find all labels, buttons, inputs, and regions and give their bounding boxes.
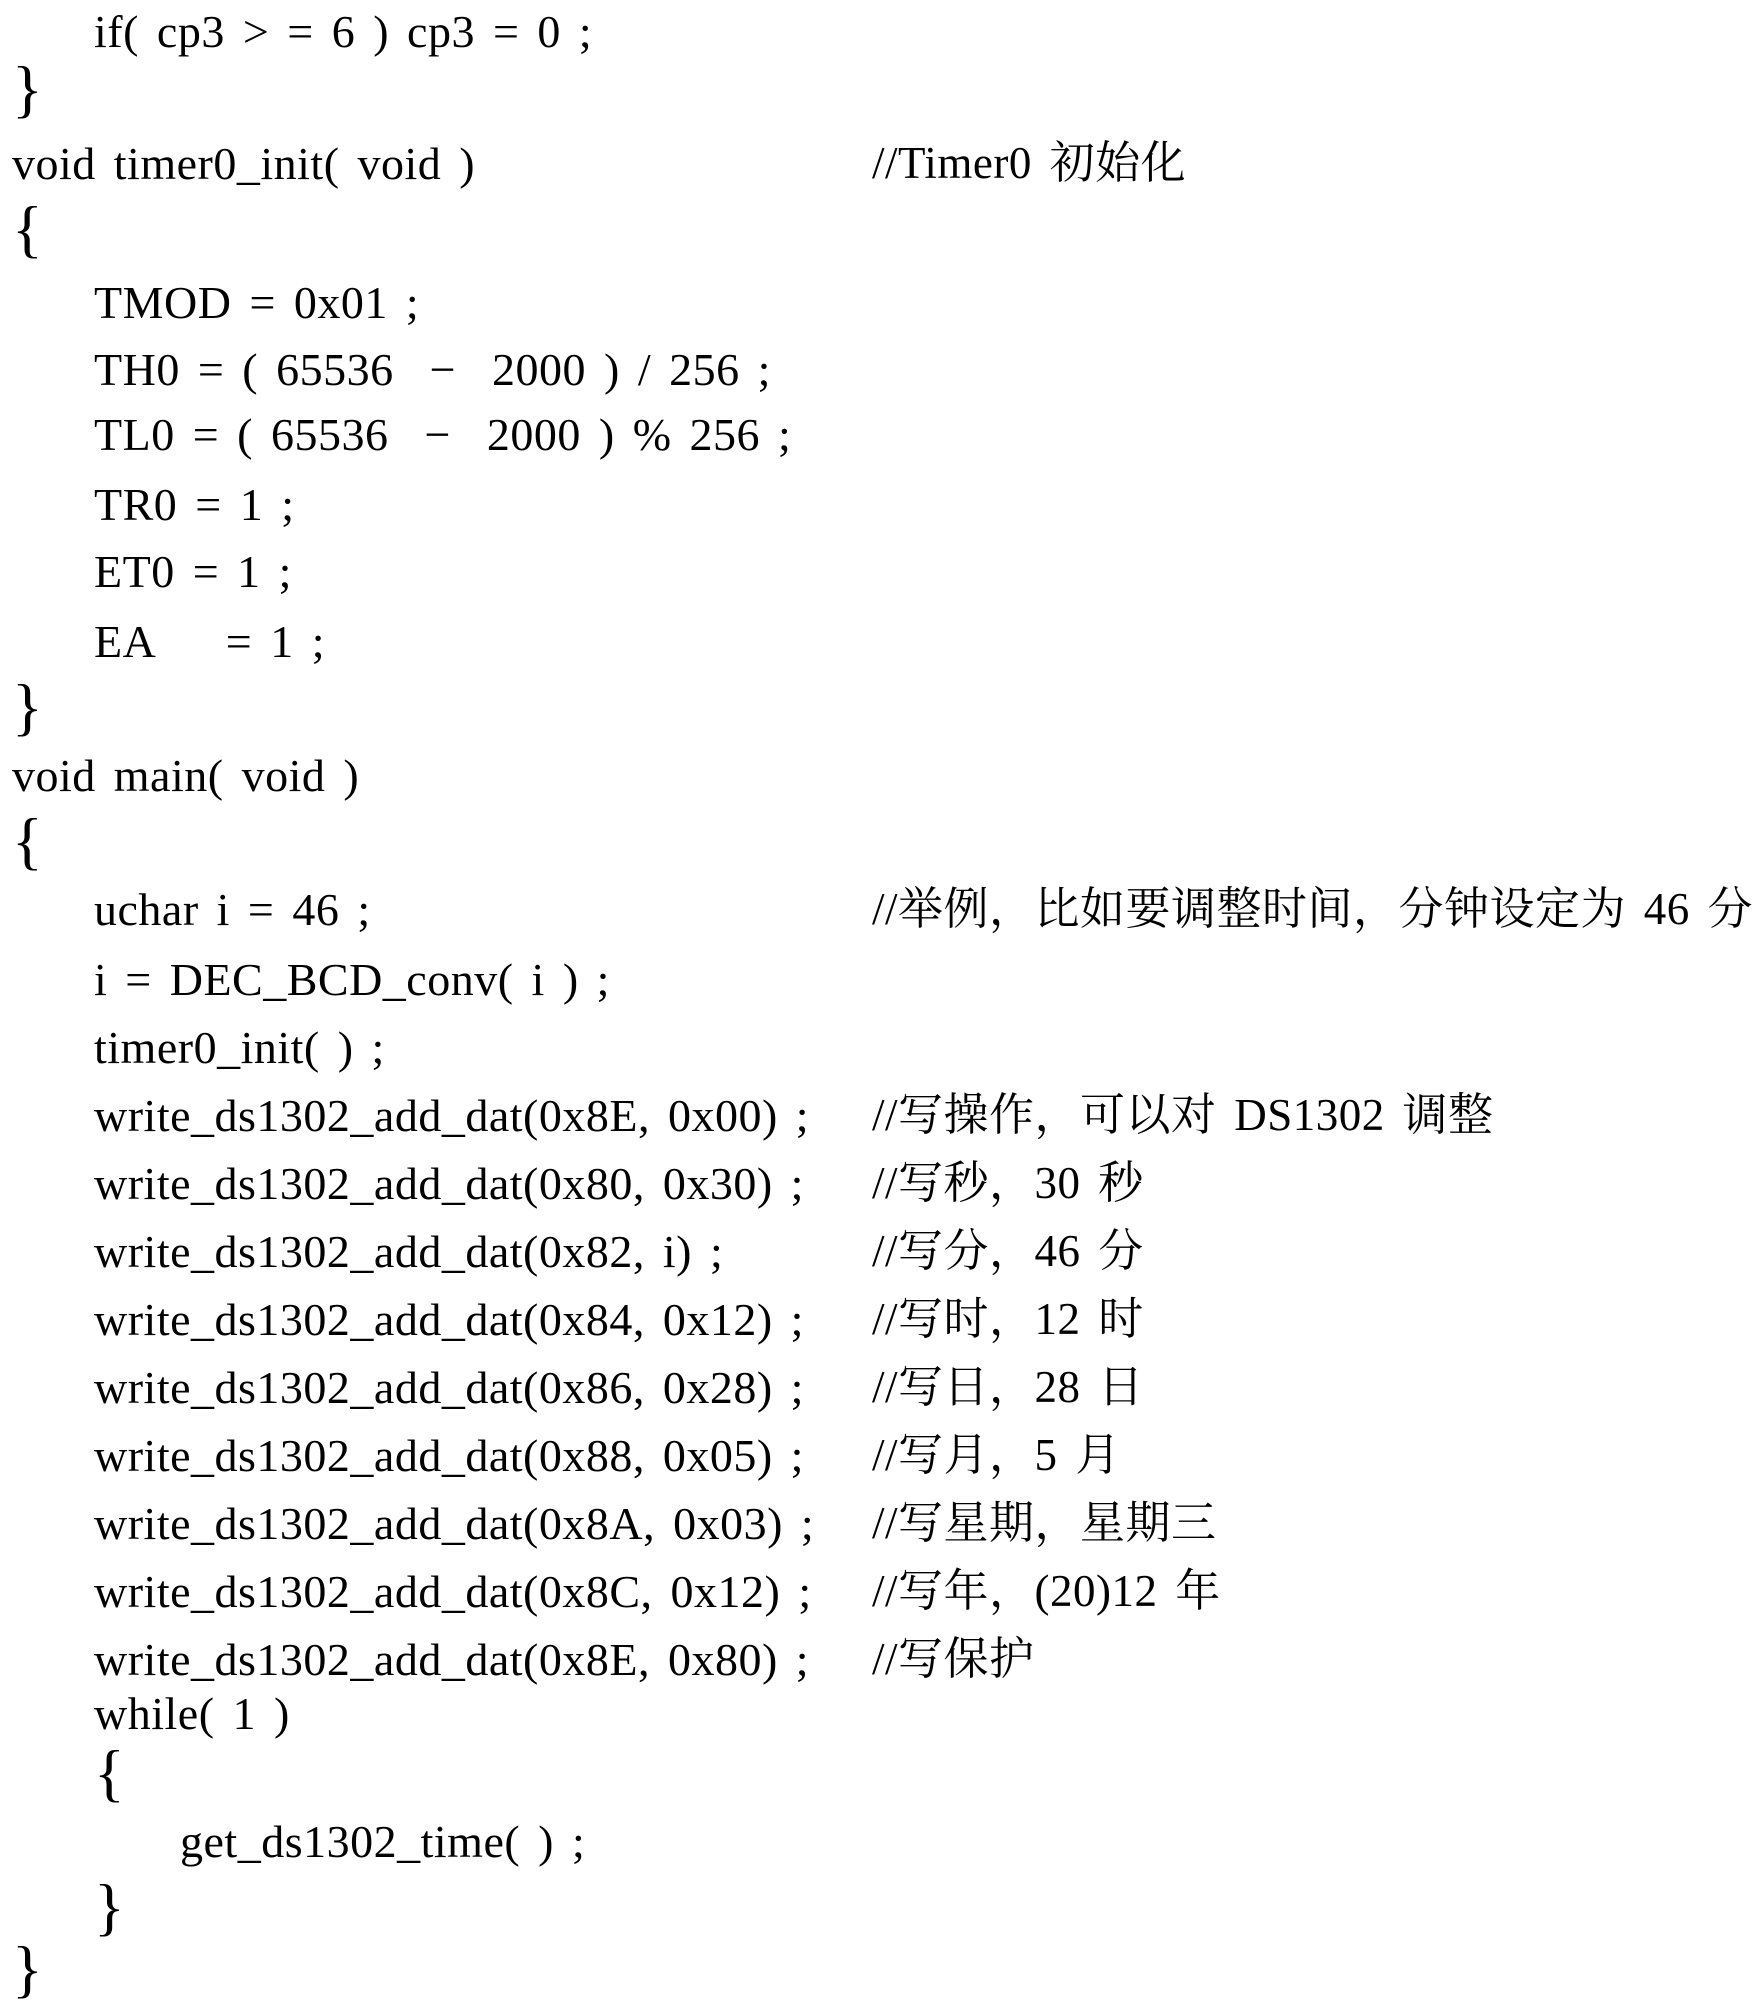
code-text: { [94,1737,125,1808]
code-text: TMOD = 0x01 ; [94,277,420,328]
code-text: EA = 1 ; [94,616,326,667]
code-comment: //写月，5 月 [872,1430,1121,1480]
code-text: } [94,1871,125,1942]
code-text: TR0 = 1 ; [94,479,295,530]
code-text: uchar i = 46 ; [94,884,371,935]
code-text: { [12,805,43,876]
code-text: timer0_init( ) ; [94,1022,385,1073]
code-text: write_ds1302_add_dat(0x8E, 0x80) ; [94,1634,810,1685]
code-text: void main( void ) [12,750,360,801]
code-text: write_ds1302_add_dat(0x82, i) ; [94,1226,724,1277]
code-text: } [12,1933,43,2004]
code-text: if( cp3 > = 6 ) cp3 = 0 ; [94,6,593,57]
code-comment: //写保护 [872,1634,1035,1684]
code-comment: //写秒，30 秒 [872,1158,1144,1208]
code-comment: //写操作，可以对 DS1302 调整 [872,1090,1494,1140]
code-text: ET0 = 1 ; [94,546,292,597]
code-comment: //写年，(20)12 年 [872,1566,1221,1616]
code-comment: //写分，46 分 [872,1226,1144,1276]
code-text: i = DEC_BCD_conv( i ) ; [94,954,610,1005]
code-text: write_ds1302_add_dat(0x88, 0x05) ; [94,1430,804,1481]
code-text: { [12,193,43,264]
code-text: write_ds1302_add_dat(0x86, 0x28) ; [94,1362,804,1413]
code-comment: //举例，比如要调整时间，分钟设定为 46 分 [872,884,1753,934]
code-text: while( 1 ) [94,1688,290,1739]
code-text: } [12,671,43,742]
code-text: write_ds1302_add_dat(0x8E, 0x00) ; [94,1090,810,1141]
code-comment: //写时，12 时 [872,1294,1144,1344]
code-comment: //写日，28 日 [872,1362,1144,1412]
code-comment: //写星期，星期三 [872,1498,1217,1548]
code-text: write_ds1302_add_dat(0x80, 0x30) ; [94,1158,804,1209]
code-text: get_ds1302_time( ) ; [180,1816,586,1867]
code-text: TH0 = ( 65536 − 2000 ) / 256 ; [94,344,771,395]
code-text: write_ds1302_add_dat(0x8A, 0x03) ; [94,1498,815,1549]
code-text: write_ds1302_add_dat(0x8C, 0x12) ; [94,1566,812,1617]
code-text: void timer0_init( void ) [12,138,476,189]
code-text: write_ds1302_add_dat(0x84, 0x12) ; [94,1294,804,1345]
code-comment: //Timer0 初始化 [872,138,1187,188]
code-text: TL0 = ( 65536 − 2000 ) % 256 ; [94,409,792,460]
code-text: } [12,53,43,124]
